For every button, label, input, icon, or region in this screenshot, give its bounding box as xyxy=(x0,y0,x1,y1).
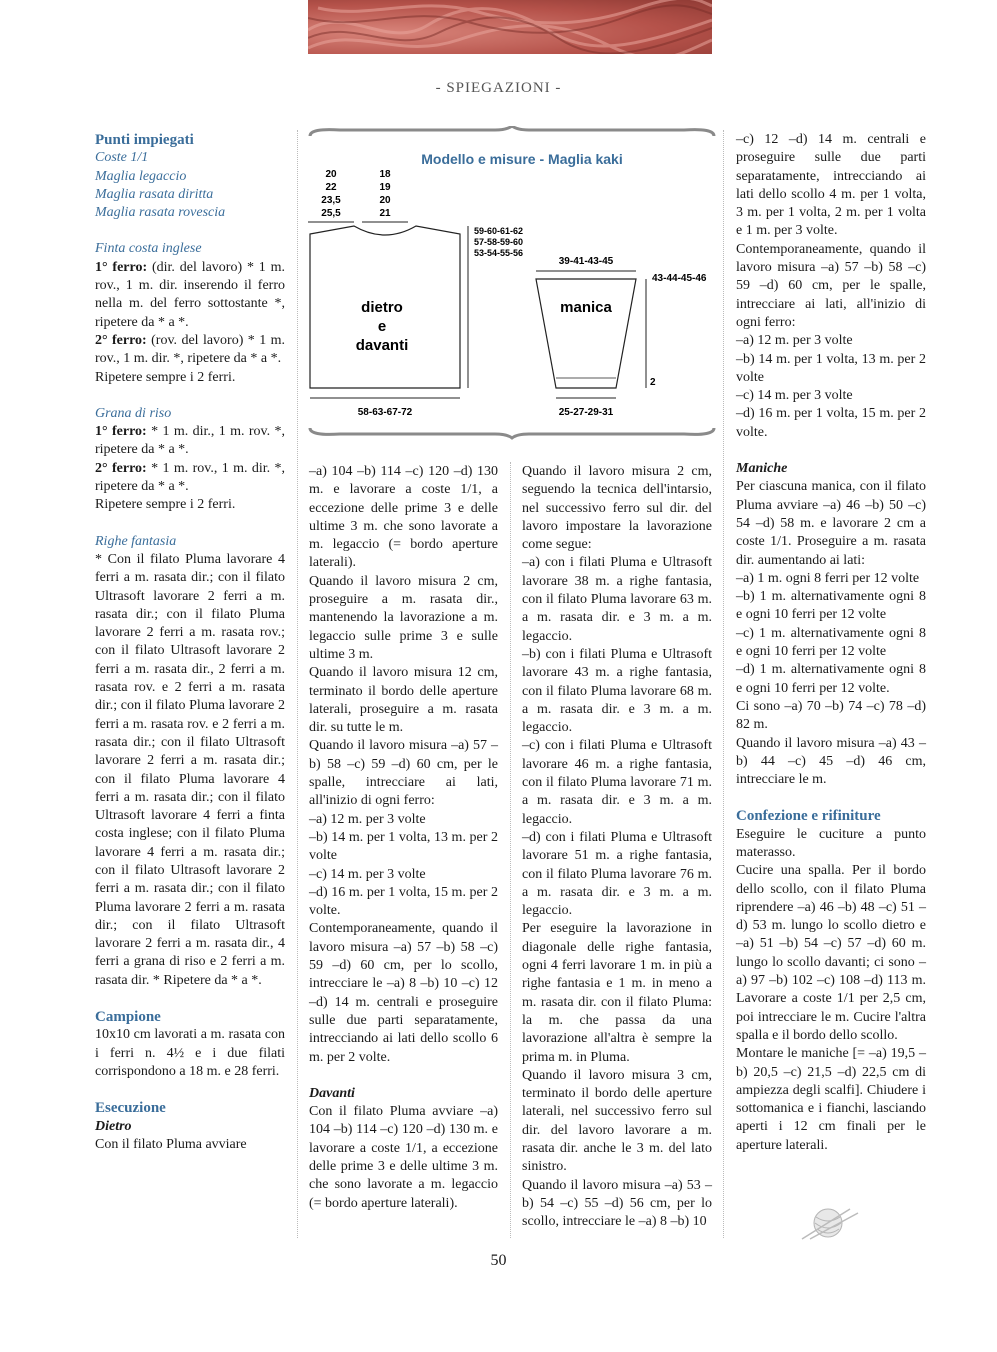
sleeve-cuff-measure: 25-27-29-31 xyxy=(558,407,614,418)
yarn-ball-icon xyxy=(800,1205,860,1241)
grana-row-1-text: * 1 m. dir., 1 m. rov. *, ripetere da * a *. xyxy=(95,424,285,458)
text-column-2 xyxy=(309,463,498,1213)
confezione-paragraph: Cucire una spalla. Per il bordo dello scollo, con il filato Pluma riprendere –a) 46 –b) 48 –c) 51 –d) 53 m. lungo lo scollo dietro e –a) 51 –b) 54 –c) 57 –d) 60 m. lungo lo scollo davanti; ci sono –a) 97 –b) 102 –c) 108 –d) 113 m. Lavorare a coste 1/1 per 2,5 cm, poi intrecciare le m. Cucire l'altra spalla e il bordo dello scollo. xyxy=(736,863,926,1043)
punti-item: Coste 1/1 xyxy=(95,150,149,166)
grana-repeat: Ripetere sempre i 2 ferri. xyxy=(95,497,236,513)
grana-row-2-label: 2° ferro: xyxy=(95,460,147,476)
size-line: –d) 16 m. per 1 volta, 15 m. per 2 volte. xyxy=(736,406,926,440)
finta-row-2-label: 2° ferro: xyxy=(95,332,147,348)
punti-item: Maglia legaccio xyxy=(95,168,187,184)
finta-row-2-text: (rov. del lavoro) * 1 m. rov., 1 m. dir. *, ripetere da * a *. xyxy=(95,332,285,367)
knit-fabric-photo xyxy=(308,0,712,54)
shoulder-measure: 20 xyxy=(325,169,337,180)
body-width-measure: 58-63-67-72 xyxy=(357,407,413,418)
diagram-top-brace xyxy=(310,126,714,136)
grana-row-2 xyxy=(95,460,285,497)
maniche-paragraph: Quando il lavoro misura –a) 43 –b) 44 –c) 45 –d) 46 cm, intrecciare le m. xyxy=(736,735,926,788)
text-column-1 xyxy=(95,131,285,1154)
size-line: –a) 12 m. per 3 volte xyxy=(736,333,853,349)
davanti-paragraph: Contemporaneamente, quando il lavoro misura –a) 57 –b) 58 –c) 59 –d) 60 cm, per le spalle, intrecciare ai lati, all'inizio di ogni ferro: xyxy=(736,241,926,330)
punti-item: Maglia rasata diritta xyxy=(95,186,214,202)
dietro-paragraph: Quando il lavoro misura 2 cm, proseguire a m. rasata dir., mantenendo la lavorazione a m. legaccio sulle prime 3 e sulle ultime 3 m. xyxy=(309,573,498,662)
confezione-paragraph: Eseguire le cuciture a punto materasso. xyxy=(736,826,926,860)
column-divider xyxy=(510,462,511,1238)
page-header-title: - SPIEGAZIONI - xyxy=(435,80,562,96)
neck-measure: 20 xyxy=(379,195,391,206)
sleeve-length-measure: 43-44-45-46 xyxy=(652,273,707,284)
grana-row-1-label: 1° ferro: xyxy=(95,424,147,440)
height-measure: 57-58-59-60 xyxy=(474,237,524,247)
dietro-paragraph: Quando il lavoro misura –a) 57 –b) 58 –c) 59 –d) 60 cm, per le spalle, intrecciare ai lati, all'inizio di ogni ferro: xyxy=(309,738,498,809)
diagram-bottom-brace xyxy=(310,428,714,438)
sleeve-rib-measure: 2 xyxy=(650,377,656,388)
punti-item: Maglia rasata rovescia xyxy=(95,205,226,221)
body-label: dietro xyxy=(361,299,403,316)
davanti-paragraph: –b) con i filati Pluma e Ultrasoft lavorare 43 m. a righe fantasia, con il filato Pluma lavorare 68 m. a m. rasata dir. e 3 m. a m. legaccio. xyxy=(522,646,712,736)
grana-row-2-text: * 1 m. rov., 1 m. dir. *, ripetere da * a *. xyxy=(95,460,285,495)
pattern-diagram xyxy=(300,126,724,442)
finta-row-1-label: 1° ferro: xyxy=(95,259,148,275)
size-line: –a) 1 m. ogni 8 ferri per 12 volte xyxy=(736,570,920,586)
page-number: 50 xyxy=(490,1252,507,1269)
finta-title: Finta costa inglese xyxy=(95,241,202,257)
neck-measure: 18 xyxy=(379,169,391,180)
sleeve-outline xyxy=(536,279,636,388)
sleeve-label: manica xyxy=(560,299,612,316)
grana-title: Grana di riso xyxy=(95,405,172,421)
body-label: e xyxy=(377,318,387,335)
grana-row-1 xyxy=(95,423,285,460)
height-measure: 59-60-61-62 xyxy=(474,226,524,236)
confezione-title: Confezione e rifiniture xyxy=(736,808,881,825)
maniche-paragraph: Ci sono –a) 70 –b) 74 –c) 78 –d) 82 m. xyxy=(736,698,926,733)
size-line: –a) 12 m. per 3 volte xyxy=(309,811,426,827)
diagram-title: Modello e misure - Maglia kaki xyxy=(421,151,623,167)
size-line: –c) 14 m. per 3 volte xyxy=(309,866,426,882)
size-line: –d) 16 m. per 1 volta, 15 m. per 2 volte. xyxy=(309,884,498,919)
maniche-paragraph: Per ciascuna manica, con il filato Pluma avviare –a) 46 –b) 50 –c) 54 –d) 58 m. e lavorare 2 cm a coste 1/1. Proseguire a m. rasata dir. aumentando ai lati: xyxy=(736,479,926,568)
finta-repeat: Ripetere sempre i 2 ferri. xyxy=(95,369,236,385)
davanti-paragraph: Con il filato Pluma avviare –a) 104 –b) 114 –c) 120 –d) 130 m. e lavorare a coste 1/1, a eccezione delle prime 3 e delle ultime 3 m. che sono lavorate a m. legaccio (= bordo aperture laterali). xyxy=(309,1104,498,1211)
sleeve-top-measure: 39-41-43-45 xyxy=(558,256,614,267)
neck-measure: 19 xyxy=(379,182,391,193)
davanti-paragraph: –c) 12 –d) 14 m. centrali e proseguire sulle due parti separatamente, intrecciando ai lati dello scollo 4 m. per 1 volta, 3 m. per 1 volta, 2 m. per 1 volta e 1 m. per 3 volte. xyxy=(736,132,926,239)
maniche-title: Maniche xyxy=(736,461,788,477)
height-measure: 53-54-55-56 xyxy=(474,248,524,258)
finta-row-2 xyxy=(95,332,285,369)
confezione-paragraph: Montare le maniche [= –a) 19,5 –b) 20,5 –c) 21,5 –d) 22,5 cm di ampiezza degli scalfi]. Chiudere i sottomanica e i fianchi, lasciando aperti i 12 cm finali per le aperture laterali. xyxy=(736,1046,926,1153)
size-line: –b) 1 m. alternativamente ogni 8 e ogni 10 ferri per 12 volte xyxy=(736,589,926,623)
campione-title: Campione xyxy=(95,1009,161,1026)
dietro-title: Dietro xyxy=(95,1118,132,1134)
davanti-title: Davanti xyxy=(309,1085,355,1101)
size-line: –c) 14 m. per 3 volte xyxy=(736,388,853,404)
righe-text: * Con il filato Pluma lavorare 4 ferri a m. rasata dir.; con il filato Ultrasoft lavorare 2 ferri a m. rasata dir.; con il filato Pluma lavorare 2 ferri a m. rasata rov.; con il filato Ultrasoft lavorare 2 ferri a m. rasata dir., 2 ferri a m. rasata rov. e 2 ferri a m. rasata dir.; con il filato Pluma lavorare 2 ferri a m. rasata rov. e 2 ferri a m. rasata dir.; con il filato Ultrasoft lavorare 2 ferri a m. rasata dir.; con il filato Pluma lavorare 4 ferri a m. rasata dir.; con il filato Ultrasoft lavorare 4 ferri a finta costa inglese; con il filato Pluma lavorare 4 ferri a m. rasata dir.; con il filato Ultrasoft lavorare 2 ferri a m. rasata dir.; con il filato Pluma lavorare 2 ferri a m. rasata dir.; con il filato Ultrasoft lavorare 2 ferri a m. rasata dir., 4 ferri a grana di riso e 2 ferri a m. rasata dir. * Ripetere da * a *. xyxy=(95,551,285,988)
size-line: –b) 14 m. per 1 volta, 13 m. per 2 volte xyxy=(736,351,926,385)
esecuzione-title: Esecuzione xyxy=(95,1100,166,1117)
shoulder-measure: 23,5 xyxy=(321,195,341,206)
davanti-paragraph: –a) con i filati Pluma e Ultrasoft lavorare 38 m. a righe fantasia, con il filato Pluma lavorare 63 m. a m. rasata dir. e 3 m. a m. legaccio. xyxy=(522,555,712,644)
column-divider xyxy=(297,130,298,1238)
davanti-paragraph: Quando il lavoro misura –a) 53 –b) 54 –c) 55 –d) 56 cm, per lo scollo, intrecciare le –a) 8 –b) 10 xyxy=(522,1177,712,1230)
davanti-paragraph: –c) con i filati Pluma e Ultrasoft lavorare 46 m. a righe fantasia, con il filato Pluma lavorare 71 m. a m. rasata dir. e 3 m. a m. legaccio. xyxy=(522,738,712,827)
text-column-3 xyxy=(522,463,712,1231)
dietro-paragraph: Contemporaneamente, quando il lavoro misura –a) 57 –b) 58 –c) 59 –d) 60 cm, per lo scollo, intrecciare le –a) 8 –b) 10 –c) 12 –d) 14 m. centrali e proseguire sulle due parti separatamente, intrecciando ai lati dello scollo 6 m. per 2 volte. xyxy=(309,921,498,1065)
davanti-paragraph: –d) con i filati Pluma e Ultrasoft lavorare 51 m. a righe fantasia, con il filato Pluma lavorare 76 m. a m. rasata dir. e 3 m. a m. legaccio. xyxy=(522,829,712,919)
dietro-paragraph: Quando il lavoro misura 12 cm, terminato il bordo delle aperture laterali, proseguire a m. rasata dir. su tutte le m. xyxy=(309,665,498,736)
davanti-paragraph: Quando il lavoro misura 3 cm, terminato il bordo delle aperture laterali, nel successivo ferro sul dir. del lavoro lavorare a m. rasata dir. anche le 3 m. del lato sinistro. xyxy=(522,1067,712,1175)
davanti-paragraph: Per eseguire la lavorazione in diagonale delle righe fantasia, ogni 4 ferri lavorare 1 m. in più a righe fantasia e 1 m. in meno a m. rasata dir. con il filato Pluma: la m. che passa da una lavorazione all'altra è sempre la prima m. in Pluma. xyxy=(522,921,712,1065)
davanti-paragraph: Quando il lavoro misura 2 cm, seguendo la tecnica dell'intarsio, nel successivo ferro sul dir. del lavoro impostare la lavorazione come segue: xyxy=(522,464,712,553)
finta-row-1 xyxy=(95,259,285,332)
righe-title: Righe fantasia xyxy=(95,533,177,549)
finta-row-1-text: (dir. del lavoro) * 1 m. rov., 1 m. dir. inserendo il ferro nella m. del ferro sottostante *, ripetere da * a *. xyxy=(95,259,286,330)
dietro-paragraph: –a) 104 –b) 114 –c) 120 –d) 130 m. e lavorare a coste 1/1, a eccezione delle prime 3 e delle ultime 3 m. che sono lavorate a m. legaccio (= bordo aperture laterali). xyxy=(309,464,498,571)
body-label: davanti xyxy=(355,337,409,354)
dietro-start: Con il filato Pluma avviare xyxy=(95,1136,247,1152)
campione-text: 10x10 cm lavorati a m. rasata con i ferri n. 4½ e i due filati corrispondono a 18 m. e 28 ferri. xyxy=(95,1027,285,1079)
shoulder-measure: 25,5 xyxy=(321,208,341,219)
size-line: –c) 1 m. alternativamente ogni 8 e ogni 10 ferri per 12 volte xyxy=(736,625,926,660)
shoulder-measure: 22 xyxy=(325,182,337,193)
neck-measure: 21 xyxy=(379,208,391,219)
punti-title: Punti impiegati xyxy=(95,132,194,148)
size-line: –d) 1 m. alternativamente ogni 8 e ogni 10 ferri per 12 volte. xyxy=(736,662,926,696)
text-column-4 xyxy=(736,131,926,1155)
size-line: –b) 14 m. per 1 volta, 13 m. per 2 volte xyxy=(309,829,498,864)
